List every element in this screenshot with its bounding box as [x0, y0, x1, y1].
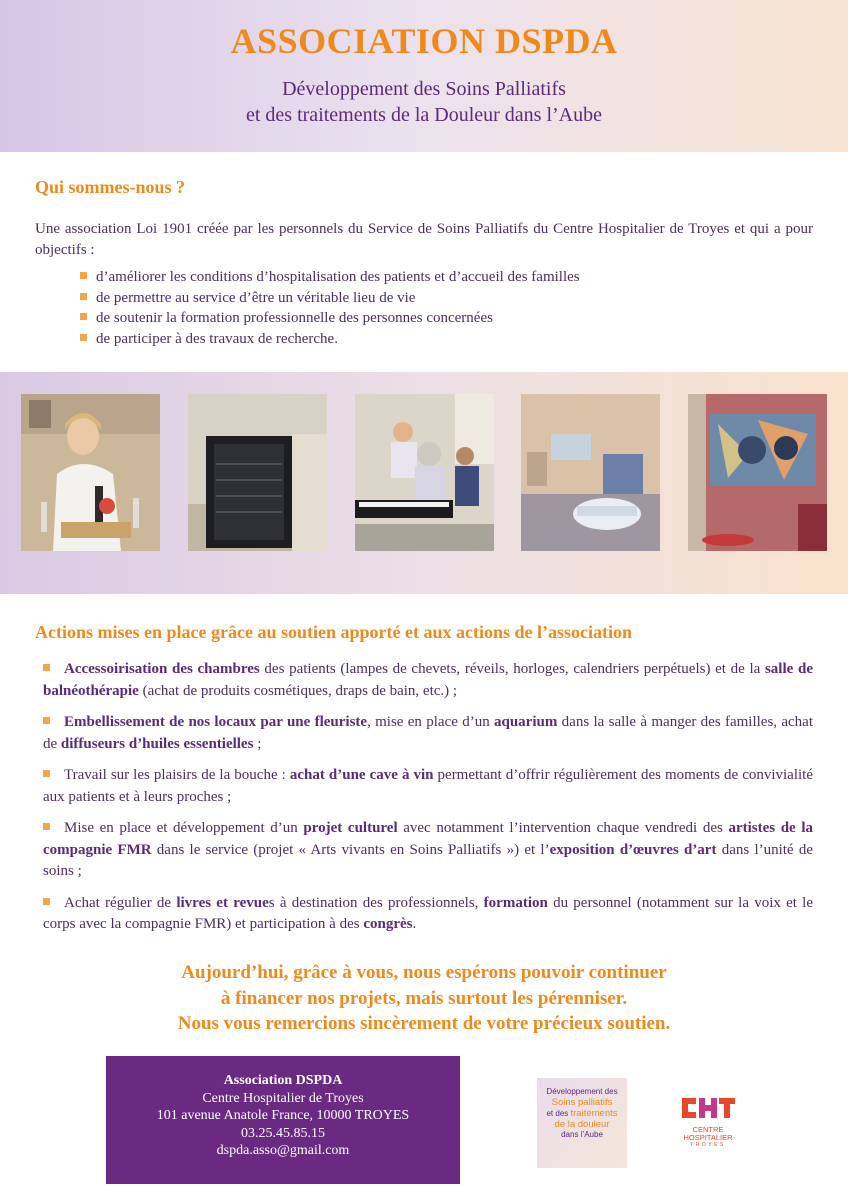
actions-heading: Actions mises en place grâce au soutien apporté et aux actions de l’association [35, 622, 632, 642]
square-bullet-icon [80, 334, 87, 341]
objective-item: de soutenir la formation professionnelle des personnes concernées [80, 308, 580, 329]
square-bullet-icon [80, 313, 87, 320]
contact-email[interactable]: dspda.asso@gmail.com [216, 1143, 350, 1158]
closing-line-1: Aujourd’hui, grâce à vous, nous espérons pouvoir continuer [181, 962, 667, 983]
action-item: Achat régulier de livres et revues à destination des professionnels, formation du personnel (notamment sur la voix et le corps avec la compagnie FMR) et participation à des congrès. [43, 894, 814, 932]
square-bullet-icon [43, 898, 50, 905]
square-bullet-icon [80, 272, 87, 279]
action-item: Accessoirisation des chambres des patients (lampes de chevets, réveils, horloges, calendriers perpétuels) et de la salle de balnéothérapie (achat de produits cosmétiques, draps de bain, etc.) ; [43, 661, 813, 699]
square-bullet-icon [43, 717, 50, 724]
cht-logo: CENTRE HOSPITALIER TROYES [673, 1095, 743, 1155]
photo-gallery [0, 372, 848, 594]
contact-address: 101 avenue Anatole France, 10000 TROYES [156, 1108, 410, 1123]
photo-piano-musicians [355, 394, 494, 551]
action-item: Embellissement de nos locaux par une fleuriste, mise en place d’un aquarium dans la salle à manger des familles, achat de diffuseurs d’huiles essentielles ; [43, 714, 813, 752]
square-bullet-icon [43, 664, 50, 671]
about-heading: Qui sommes-nous ? [35, 177, 186, 197]
header-banner [0, 0, 848, 152]
objective-item: d’améliorer les conditions d’hospitalisation des patients et d’accueil des familles [80, 267, 580, 288]
photo-artwork-wall [688, 394, 827, 551]
contact-phone[interactable]: 03.25.45.85.15 [241, 1125, 325, 1141]
closing-line-3: Nous vous remercions sincèrement de votre précieux soutien. [177, 1013, 671, 1034]
square-bullet-icon [43, 770, 50, 777]
contact-box [106, 1056, 460, 1184]
actions-list [43, 659, 813, 946]
closing-message [0, 960, 848, 1037]
photo-nurse-champagne [21, 394, 160, 551]
cht-mark-icon [680, 1095, 736, 1121]
subtitle-line-1: Développement des Soins Palliatifs [282, 78, 566, 100]
objectives-list [80, 267, 580, 349]
contact-org: Centre Hospitalier de Troyes [202, 1090, 364, 1106]
contact-name: Association DSPDA [223, 1073, 343, 1088]
objective-item: de permettre au service d’être un véritable lieu de vie [80, 288, 580, 309]
subtitle-line-2: et des traitements de la Douleur dans l’Aube [246, 104, 602, 126]
page-title: ASSOCIATION DSPDA [230, 21, 618, 61]
square-bullet-icon [80, 293, 87, 300]
page-subtitle [0, 76, 848, 128]
photo-wine-cellar [188, 394, 327, 551]
square-bullet-icon [43, 823, 50, 830]
objective-item: de participer à des travaux de recherche. [80, 329, 580, 350]
action-item: Travail sur les plaisirs de la bouche : achat d’une cave à vin permettant d’offrir régulièrement des moments de convivialité aux patients et à leurs proches ; [43, 767, 814, 805]
dspda-logo: Développement des Soins palliatifs et des traitements de la douleur dans l’Aube [537, 1078, 627, 1168]
action-item: Mise en place et développement d’un projet culturel avec notamment l’intervention chaque vendredi des artistes de la compagnie FMR dans le service (projet « Arts vivants en Soins Palliatifs ») et l’exposition d’œuvres d’art dans l’unité de soins ; [43, 820, 813, 879]
closing-line-2: à financer nos projets, mais surtout les pérenniser. [220, 987, 628, 1009]
about-intro: Une association Loi 1901 créée par les personnels du Service de Soins Palliatifs du Centre Hospitalier de Troyes et qui a pour objectifs : [35, 221, 813, 258]
photo-balneotherapy-room [521, 394, 660, 551]
